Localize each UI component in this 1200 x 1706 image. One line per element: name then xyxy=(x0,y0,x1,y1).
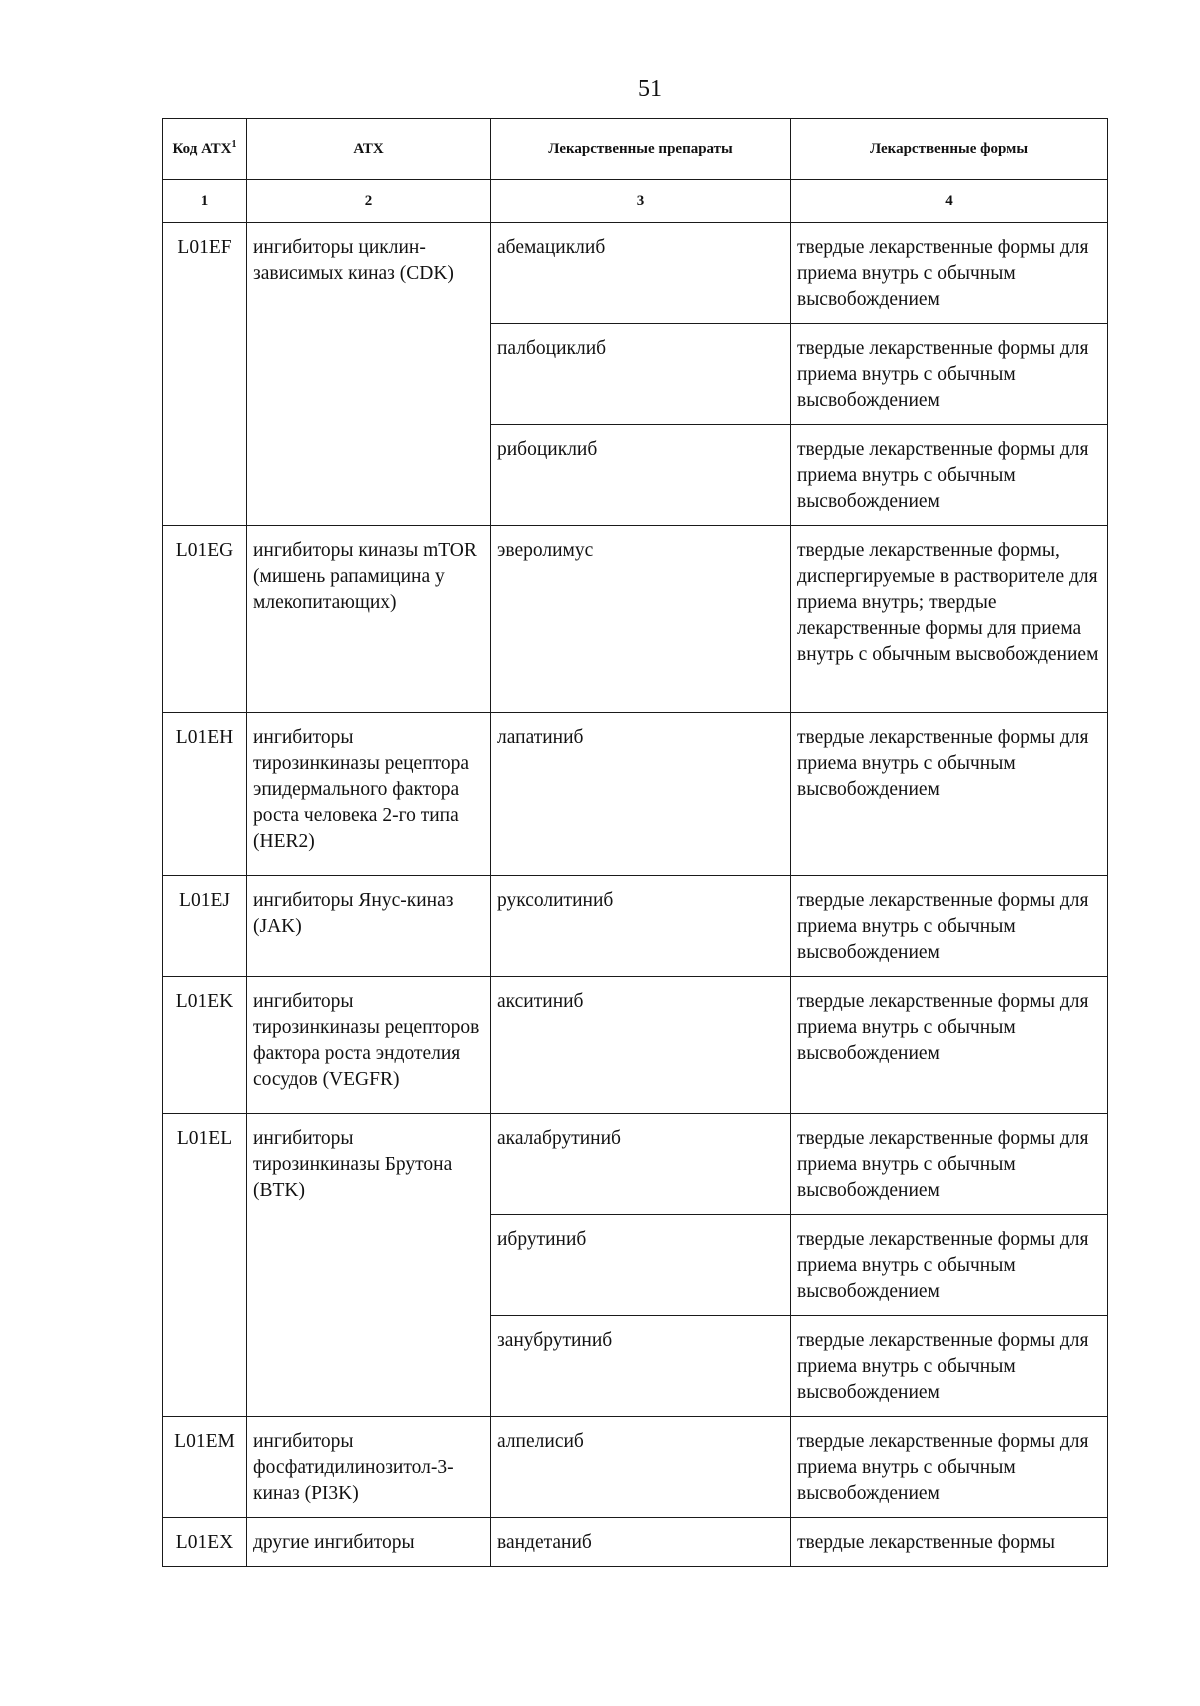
table-row xyxy=(163,526,1108,713)
atx-code-cell: L01EM xyxy=(163,1417,247,1518)
header-code-footnote: 1 xyxy=(231,138,237,150)
atx-code-cell: L01EH xyxy=(163,713,247,876)
table-row xyxy=(163,1114,1108,1215)
drug-cell: алпелисиб xyxy=(491,1417,791,1518)
column-number: 3 xyxy=(491,180,791,223)
table-body xyxy=(163,223,1108,1567)
dosage-form-cell: твердые лекарственные формы для приема внутрь с обычным высвобождением xyxy=(791,324,1108,425)
atx-table xyxy=(162,118,1108,1567)
drug-cell: эверолимус xyxy=(491,526,791,713)
table-row xyxy=(163,876,1108,977)
column-number: 2 xyxy=(247,180,491,223)
atx-group-name-cell: ингибиторы фосфатидилинозитол-3-киназ (PI3K) xyxy=(247,1417,491,1518)
dosage-form-cell: твердые лекарственные формы для приема внутрь с обычным высвобождением xyxy=(791,713,1108,876)
page-number: 51 xyxy=(638,76,662,102)
atx-code-cell: L01EF xyxy=(163,223,247,526)
dosage-form-cell: твердые лекарственные формы для приема внутрь с обычным высвобождением xyxy=(791,1316,1108,1417)
header-code xyxy=(163,119,247,180)
dosage-form-cell: твердые лекарственные формы, диспергируемые в растворителе для приема внутрь; твердые лекарственные формы для приема внутрь с обычным высвобождением xyxy=(791,526,1108,713)
atx-group-name-cell: ингибиторы киназы mTOR (мишень рапамицина у млекопитающих) xyxy=(247,526,491,713)
atx-code-cell: L01EG xyxy=(163,526,247,713)
drug-cell: занубрутиниб xyxy=(491,1316,791,1417)
header-forms: Лекарственные формы xyxy=(791,119,1108,180)
atx-code-cell: L01EK xyxy=(163,977,247,1114)
header-drugs: Лекарственные препараты xyxy=(491,119,791,180)
atx-group-name-cell: ингибиторы тирозинкиназы рецептора эпидермального фактора роста человека 2-го типа (HER2) xyxy=(247,713,491,876)
table-row xyxy=(163,977,1108,1114)
column-number: 4 xyxy=(791,180,1108,223)
atx-group-name-cell: ингибиторы тирозинкиназы Брутона (BTK) xyxy=(247,1114,491,1417)
drug-cell: акситиниб xyxy=(491,977,791,1114)
table-row xyxy=(163,223,1108,324)
atx-code-cell: L01EL xyxy=(163,1114,247,1417)
dosage-form-cell: твердые лекарственные формы для приема внутрь с обычным высвобождением xyxy=(791,977,1108,1114)
column-number: 1 xyxy=(163,180,247,223)
table-row xyxy=(163,713,1108,876)
table-row xyxy=(163,1518,1108,1567)
atx-group-name-cell: другие ингибиторы xyxy=(247,1518,491,1567)
atx-code-cell: L01EX xyxy=(163,1518,247,1567)
drug-cell: вандетаниб xyxy=(491,1518,791,1567)
dosage-form-cell: твердые лекарственные формы для приема внутрь с обычным высвобождением xyxy=(791,876,1108,977)
dosage-form-cell: твердые лекарственные формы для приема внутрь с обычным высвобождением xyxy=(791,1114,1108,1215)
header-atx: АТХ xyxy=(247,119,491,180)
atx-code-cell: L01EJ xyxy=(163,876,247,977)
drug-cell: руксолитиниб xyxy=(491,876,791,977)
drug-cell: палбоциклиб xyxy=(491,324,791,425)
dosage-form-cell: твердые лекарственные формы для приема внутрь с обычным высвобождением xyxy=(791,1215,1108,1316)
table-row xyxy=(163,1417,1108,1518)
column-number-row xyxy=(163,180,1108,223)
drug-cell: рибоциклиб xyxy=(491,425,791,526)
drug-cell: акалабрутиниб xyxy=(491,1114,791,1215)
header-code-label: Код АТХ xyxy=(172,140,232,157)
dosage-form-cell: твердые лекарственные формы для приема внутрь с обычным высвобождением xyxy=(791,223,1108,324)
dosage-form-cell: твердые лекарственные формы для приема внутрь с обычным высвобождением xyxy=(791,1417,1108,1518)
drug-cell: лапатиниб xyxy=(491,713,791,876)
drug-cell: абемациклиб xyxy=(491,223,791,324)
drug-cell: ибрутиниб xyxy=(491,1215,791,1316)
dosage-form-cell: твердые лекарственные формы для приема внутрь с обычным высвобождением xyxy=(791,425,1108,526)
atx-group-name-cell: ингибиторы тирозинкиназы рецепторов фактора роста эндотелия сосудов (VEGFR) xyxy=(247,977,491,1114)
dosage-form-cell: твердые лекарственные формы xyxy=(791,1518,1108,1567)
header-row xyxy=(163,119,1108,180)
atx-group-name-cell: ингибиторы циклин-зависимых киназ (CDK) xyxy=(247,223,491,526)
atx-group-name-cell: ингибиторы Янус-киназ (JAK) xyxy=(247,876,491,977)
